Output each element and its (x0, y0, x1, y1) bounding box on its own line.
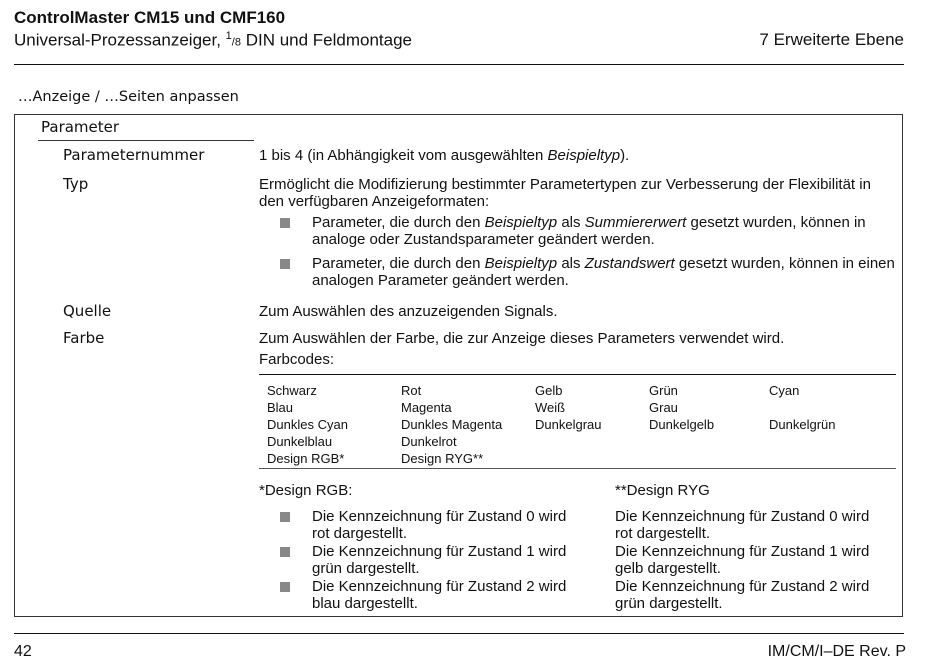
header-divider (14, 64, 904, 65)
color-code-cell: Dunkles Cyan (267, 417, 348, 432)
design-rgb-item-0: Die Kennzeichnung für Zustand 0 wird rot dargestellt. (312, 508, 567, 542)
color-code-cell: Gelb (535, 383, 563, 398)
typ-bullet-2-em1: Beispieltyp (484, 255, 558, 272)
label-quelle: Quelle (63, 302, 112, 320)
typ-bullet-2-a: Parameter, die durch den (312, 255, 485, 272)
typ-bullet-2-c: gesetzt wurden, können in einen analogen Parameter geändert werden. (312, 255, 895, 289)
design-rgb-item-1: Die Kennzeichnung für Zustand 1 wird grün dargestellt. (312, 543, 567, 577)
label-parameternummer: Parameternummer (63, 146, 205, 164)
typ-bullet-1-em1: Beispieltyp (484, 214, 558, 231)
section-heading-underline (38, 140, 254, 141)
typ-bullet-1-c: gesetzt wurden, können in analoge oder Zustandsparameter geändert werden. (312, 214, 866, 248)
color-table-bottom-rule (259, 468, 896, 469)
bullet-square-icon (280, 218, 290, 228)
color-code-cell: Design RYG** (401, 451, 484, 466)
typ-bullet-2 (312, 255, 900, 289)
design-ryg-item-2: Die Kennzeichnung für Zustand 2 wird grün dargestellt. (615, 578, 870, 612)
text-quelle: Zum Auswählen des anzuzeigenden Signals. (259, 303, 558, 320)
design-rgb-item-2: Die Kennzeichnung für Zustand 2 wird blau dargestellt. (312, 578, 567, 612)
text-parameternummer-post: ). (620, 147, 630, 164)
section-heading: Parameter (41, 118, 120, 136)
color-code-cell: Schwarz (267, 383, 317, 398)
typ-bullet-1-b: als (557, 214, 585, 231)
typ-bullet-1 (312, 214, 900, 248)
subtitle-prefix: Universal-Prozessanzeiger, (14, 30, 226, 50)
color-code-cell: Magenta (401, 400, 452, 415)
design-ryg-item-0: Die Kennzeichnung für Zustand 0 wird rot dargestellt. (615, 508, 870, 542)
color-code-cell: Dunkelrot (401, 434, 457, 449)
document-title: ControlMaster CM15 und CMF160 (14, 8, 286, 27)
design-rgb-title: *Design RGB: (259, 482, 353, 499)
typ-bullet-2-b: als (557, 255, 585, 272)
bullet-square-icon (280, 582, 290, 592)
color-code-cell: Design RGB* (267, 451, 345, 466)
color-code-cell: Dunkelgrün (769, 417, 836, 432)
bullet-square-icon (280, 547, 290, 557)
color-code-cell: Grün (649, 383, 678, 398)
design-ryg-title: **Design RYG (615, 482, 710, 499)
color-code-cell: Grau (649, 400, 678, 415)
subtitle-suffix: DIN und Feldmontage (240, 30, 413, 50)
label-farbe: Farbe (63, 329, 105, 347)
document-id: IM/CM/I–DE Rev. P (767, 643, 906, 660)
subtitle-fraction-denominator: /8 (231, 36, 241, 49)
color-code-cell: Dunkelgrau (535, 417, 602, 432)
text-farbcodes: Farbcodes: (259, 351, 335, 368)
typ-bullet-2-em2: Zustandswert (584, 255, 675, 272)
page-number: 42 (14, 643, 32, 660)
color-code-cell: Dunkelblau (267, 434, 333, 449)
label-typ: Typ (63, 175, 89, 193)
bullet-square-icon (280, 259, 290, 269)
footer-divider (14, 633, 904, 634)
breadcrumb: …Anzeige / …Seiten anpassen (18, 89, 239, 105)
color-code-cell: Dunkelgelb (649, 417, 715, 432)
color-code-cell: Rot (401, 383, 422, 398)
color-table-top-rule (259, 374, 896, 375)
color-code-cell: Dunkles Magenta (401, 417, 503, 432)
typ-bullet-1-a: Parameter, die durch den (312, 214, 485, 231)
bullet-square-icon (280, 512, 290, 522)
subtitle-fraction-numerator: 1 (225, 30, 232, 42)
text-typ: Ermöglicht die Modifizierung bestimmter Parametertypen zur Verbesserung der Flexibilität in den verfügbaren Anzeigeformaten: (259, 176, 871, 210)
text-parameternummer-pre: 1 bis 4 (in Abhängigkeit vom ausgewählten (259, 147, 548, 164)
chapter-heading: 7 Erweiterte Ebene (759, 30, 904, 49)
design-ryg-item-1: Die Kennzeichnung für Zustand 1 wird gelb dargestellt. (615, 543, 870, 577)
text-farbe: Zum Auswählen der Farbe, die zur Anzeige dieses Parameters verwendet wird. (259, 330, 785, 347)
color-code-cell: Weiß (535, 400, 566, 415)
color-code-cell: Cyan (769, 383, 800, 398)
typ-bullet-1-em2: Summiererwert (584, 214, 687, 231)
text-parameternummer (259, 147, 899, 164)
text-parameternummer-em: Beispieltyp (547, 147, 621, 164)
document-subtitle (14, 30, 412, 51)
color-code-cell: Blau (267, 400, 294, 415)
